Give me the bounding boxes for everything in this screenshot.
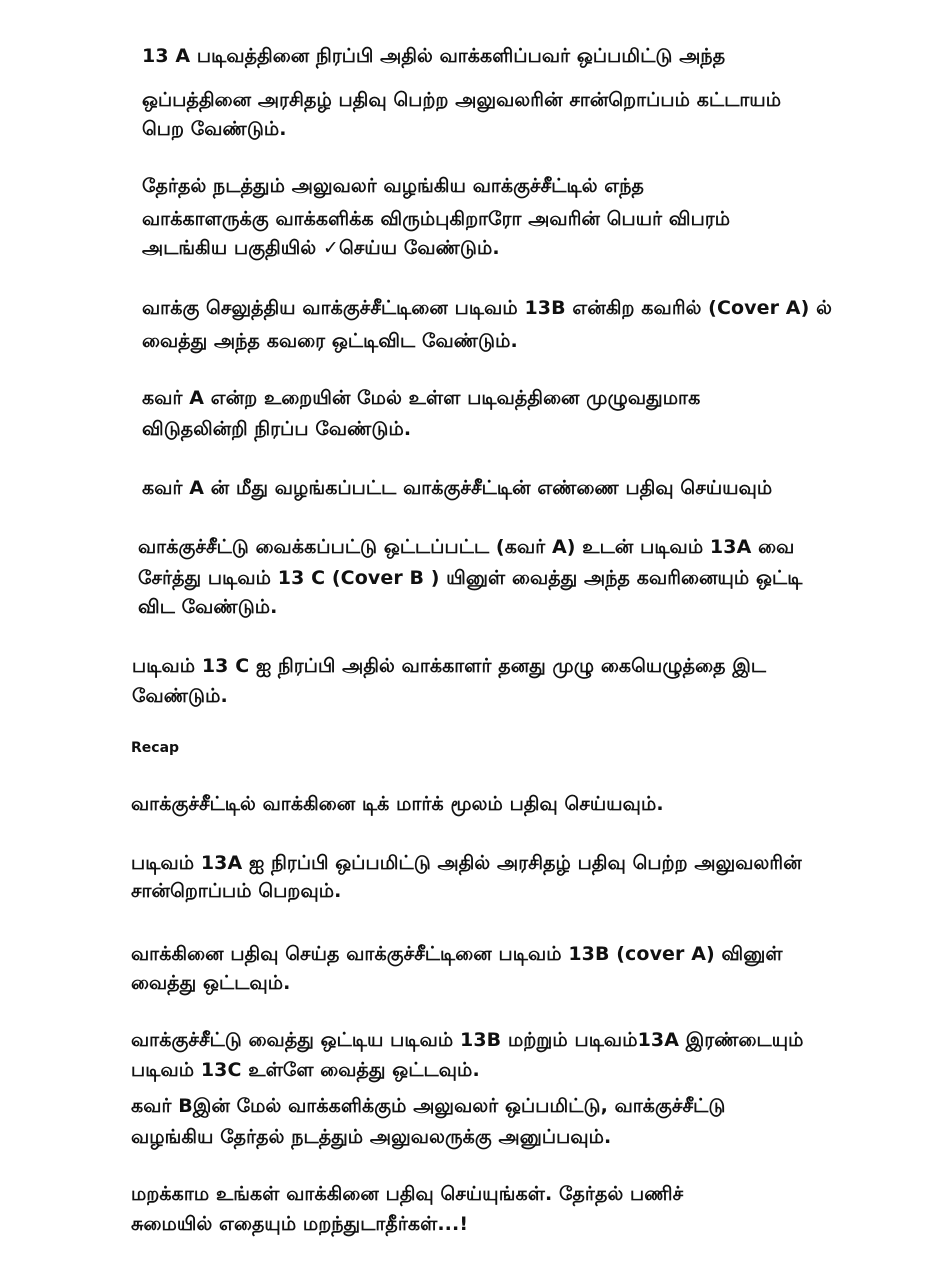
paragraph-line: படிவம் 13 C ஐ நிரப்பி அதில் வாக்காளர் தனது முழு கையெழுத்தை இட [132, 655, 767, 677]
paragraph-line: வாக்கு செலுத்திய வாக்குச்சீட்டினை படிவம் 13B என்கிற கவரில் (Cover A) ல் [142, 297, 832, 319]
paragraph-line: வழங்கிய தேர்தல் நடத்தும் அலுவலருக்கு அனுப்பவும். [131, 1126, 612, 1148]
paragraph-line: சேர்த்து படிவம் 13 C (Cover B ) யினுள் வைத்து அந்த கவரினையும் ஒட்டி [138, 567, 803, 589]
paragraph-line: வாக்குச்சீட்டு வைத்து ஒட்டிய படிவம் 13B மற்றும் படிவம்13A இரண்டையும் [131, 1029, 804, 1051]
paragraph-line: ஒப்பத்தினை அரசிதழ் பதிவு பெற்ற அலுவலரின் சான்றொப்பம் கட்டாயம் [142, 89, 782, 111]
paragraph-line: அடங்கிய பகுதியில் ✓செய்ய வேண்டும். [142, 237, 500, 259]
paragraph-line: விட வேண்டும். [138, 596, 278, 618]
paragraph-line: வாக்குச்சீட்டில் வாக்கினை டிக் மார்க் மூலம் பதிவு செய்யவும். [131, 793, 664, 815]
paragraph-line: படிவம் 13C உள்ளே வைத்து ஒட்டவும். [131, 1059, 480, 1081]
paragraph-line: சான்றொப்பம் பெறவும். [131, 880, 342, 902]
paragraph-line: 13 A படிவத்தினை நிரப்பி அதில் வாக்களிப்பவர் ஒப்பமிட்டு அந்த [142, 45, 726, 67]
paragraph-line: வைத்து அந்த கவரை ஒட்டிவிட வேண்டும். [142, 330, 518, 352]
paragraph-line: கவர் Bஇன் மேல் வாக்களிக்கும் அலுவலர் ஒப்பமிட்டு, வாக்குச்சீட்டு [131, 1095, 726, 1117]
paragraph-line: கவர் A ன் மீது வழங்கப்பட்ட வாக்குச்சீட்டின் எண்ணை பதிவு செய்யவும் [142, 477, 773, 499]
paragraph-line: வாக்குச்சீட்டு வைக்கப்பட்டு ஒட்டப்பட்ட (கவர் A) உடன் படிவம் 13A வை [138, 536, 795, 558]
paragraph-line: பெற வேண்டும். [142, 118, 287, 140]
paragraph-line: விடுதலின்றி நிரப்ப வேண்டும். [142, 418, 412, 440]
paragraph-line: மறக்காம உங்கள் வாக்கினை பதிவு செய்யுங்கள். தேர்தல் பணிச் [131, 1183, 684, 1205]
paragraph-line: வேண்டும். [132, 685, 228, 707]
paragraph-line: வாக்கினை பதிவு செய்த வாக்குச்சீட்டினை படிவம் 13B (cover A) வினுள் [131, 943, 783, 965]
paragraph-line: வைத்து ஒட்டவும். [131, 972, 291, 994]
paragraph-line: வாக்காளருக்கு வாக்களிக்க விரும்புகிறாரோ அவரின் பெயர் விபரம் [142, 208, 731, 230]
paragraph-line: தேர்தல் நடத்தும் அலுவலர் வழங்கிய வாக்குச்சீட்டில் எந்த [142, 175, 644, 197]
recap-heading: Recap [131, 740, 180, 756]
paragraph-line: கவர் A என்ற உறையின் மேல் உள்ள படிவத்தினை முழுவதுமாக [142, 387, 701, 409]
paragraph-line: சுமையில் எதையும் மறந்துடாதீர்கள்...! [131, 1213, 469, 1235]
paragraph-line: படிவம் 13A ஐ நிரப்பி ஒப்பமிட்டு அதில் அரசிதழ் பதிவு பெற்ற அலுவலரின் [131, 852, 802, 874]
